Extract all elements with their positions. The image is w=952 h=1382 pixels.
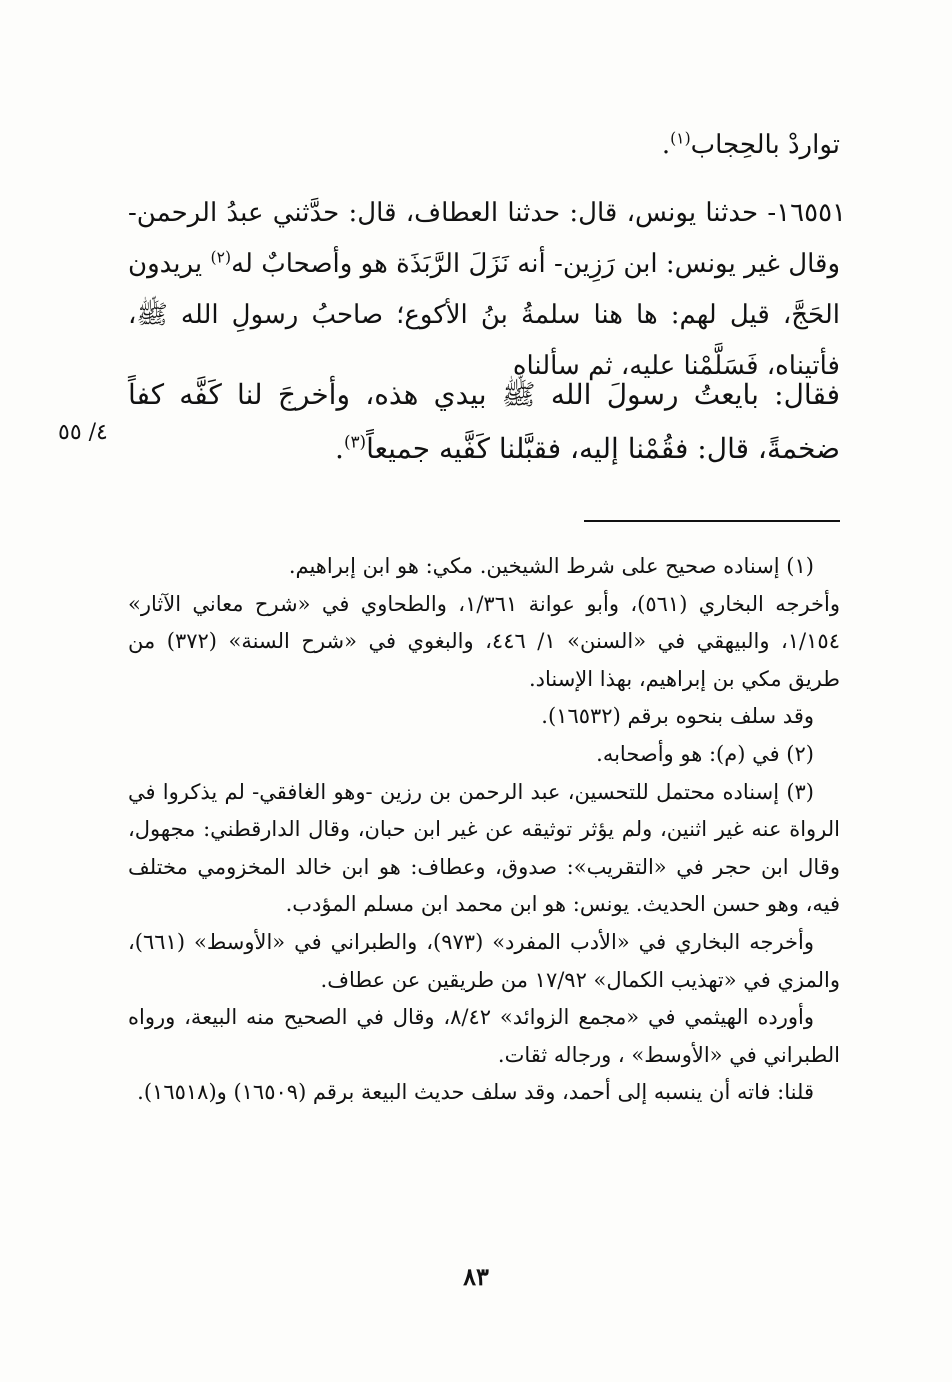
footnote-ref-3: (٣) (343, 431, 367, 452)
footnote-3-haythami: وأورده الهيثمي في «مجمع الزوائد» ٨/٤٢، وقال في الصحيح منه البيعة، ورواه الطبراني في «الأوسط» ، ورجاله ثقات. (128, 1005, 840, 1067)
footnote-2: (٢) في (م): هو وأصحابه. (596, 741, 814, 766)
hadith-matn-text: فقال: بايعتُ رسولَ الله ﷺ بيدي هذه، وأخرجَ لنا كَفَّه كفاً ضخمةً، قال: فقُمْنا إليه، فقبَّلنا كَفَّيه جميعاً (128, 378, 840, 465)
opening-text-end: . (661, 130, 671, 160)
footnote-3-grading: (٣) إسناده محتمل للتحسين، عبد الرحمن بن رزين -وهو الغافقي- لم يذكروا في الرواة عنه غير اثنين، ولم يؤثر توثيقه عن غير ابن حبان، وقال الدارقطني: مجهول، وقال ابن حجر في «التقريب»: صدوق، وعطاف: هو ابن خالد المخزومي مختلف فيه، وهو حسن الحديث. يونس: هو ابن محمد ابن مسلم المؤدب. (128, 779, 840, 917)
main-text-opening-line (128, 120, 840, 171)
footnote-1-sources: وأخرجه البخاري (٥٦١)، وأبو عوانة ١/٣٦١، والطحاوي في «شرح معاني الآثار» ١/١٥٤، والبيهقي في «السنن» ١/ ٤٤٦، والبغوي في «شرح السنة» (٣٧٢) من طريق مكي بن إبراهيم، بهذا الإسناد. (128, 591, 841, 691)
hadith-matn (128, 368, 840, 476)
footnote-1-cross-ref: وقد سلف بنحوه برقم (١٦٥٣٢). (541, 704, 814, 729)
hadith-paragraph (128, 188, 846, 392)
margin-volume-page-ref: ٤/ ٥٥ (58, 420, 108, 445)
hadith-isnad: ١٦٥٥١- حدثنا يونس، قال: حدثنا العطاف، قال: حدَّثني عبدُ الرحمن- وقال غير يونس: ابن رَزِين- أنه نَزَلَ الرَّبَذَة هو وأصحابٌ له (128, 198, 846, 279)
footnote-ref-1: (١) (670, 129, 691, 148)
footnote-3-editors-note: قلنا: فاته أن ينسبه إلى أحمد، وقد سلف حديث البيعة برقم (١٦٥٠٩) و(١٦٥١٨). (137, 1080, 814, 1105)
footnote-ref-2: (٢) (210, 248, 232, 267)
hadith-matn-end: . (335, 432, 344, 465)
footnotes (128, 548, 840, 1112)
footnote-1-line: (١) إسناده صحيح على شرط الشيخين. مكي: هو ابن إبراهيم. (288, 554, 814, 578)
footnote-separator (584, 520, 840, 522)
footnote-3-sources: وأخرجه البخاري في «الأدب المفرد» (٩٧٣)، والطبراني في «الأوسط» (٦٦١)، والمزي في «تهذيب الكمال» ١٧/٩٢ من طريقين عن عطاف. (128, 929, 840, 992)
opening-text: تواردْ بالحِجاب (690, 130, 840, 160)
hadith-context: يريدون الحَجَّ، قيل لهم: ها هنا سلمةُ بنُ الأكوع؛ صاحبُ رسولِ الله ﷺ، فأتيناه، فَسَلَّمْنا عليه، ثم سألناه (128, 249, 840, 381)
page-number: ٨٣ (463, 1262, 489, 1291)
